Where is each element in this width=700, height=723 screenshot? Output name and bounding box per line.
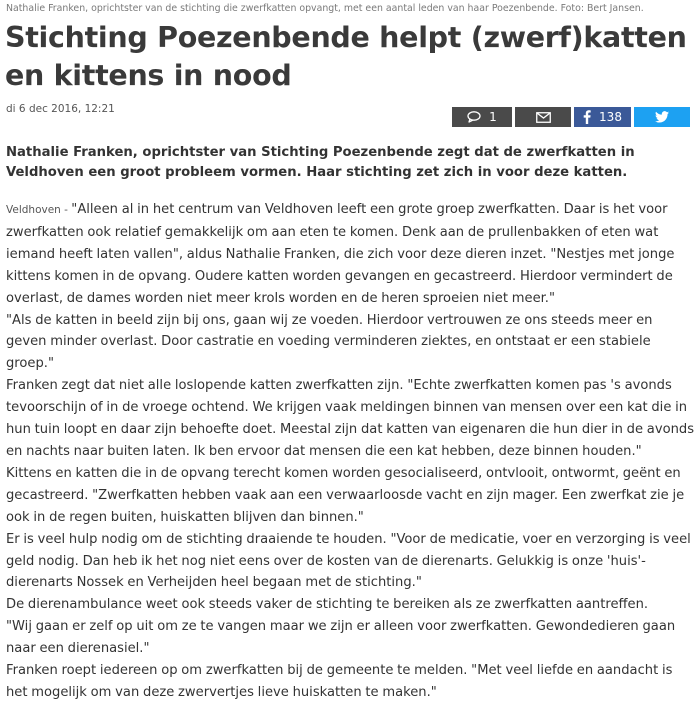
article-lead: Nathalie Franken, oprichtster van Stichting Poezenbende zegt dat de zwerfkatten in Veldhoven een groot probleem vormen. Haar stichting zet zich in voor deze katten.	[6, 145, 635, 180]
paragraph-text: "Alleen al in het centrum van Veldhoven leeft een grote groep zwerfkatten. Daar is het voor zwerfkatten ook relatief gemakkelijk om aan eten te komen. Denk aan de prullenbakken of eten wat iemand heeft laten vallen", aldus Nathalie Franken, die zich voor deze dieren inzet. "Nestjes met jonge kittens komen in de opvang. Oudere katten worden gevangen en gecastreerd. Hierdoor vermindert de overlast, de dames worden niet meer krols worden en de heren sproeien niet meer."	[6, 202, 675, 306]
article-paragraph: Er is veel hulp nodig om de stichting draaiende te houden. "Voor de medicatie, voer en verzorging is veel geld nodig. Dan heb ik het nog niet eens over de kosten van de dierenarts. Gelukkig is onze 'huis'-dierenarts Nossek en Verheijden heel begaan met de stichting."	[6, 531, 691, 591]
speech-bubble-icon	[467, 111, 481, 123]
facebook-share-button[interactable]	[574, 107, 631, 127]
article-paragraph: Franken roept iedereen op om zwerfkatten bij de gemeente te melden. "Met veel liefde en aandacht is het mogelijk om van deze zwervertjes lieve huiskatten te maken."	[6, 663, 673, 700]
article-paragraph: Kittens en katten die in de opvang terecht komen worden gesocialiseerd, ontvlooit, ontwormt, geënt en gecastreerd. "Zwerfkatten hebben vaak aan een verwaarloosde vacht en zijn mager. Een zwerfkat zie je ook in de regen buiten, huiskatten blijven dan binnen."	[6, 465, 685, 525]
article-paragraph	[6, 199, 695, 310]
twitter-share-button[interactable]	[634, 107, 690, 127]
comments-button[interactable]	[452, 107, 512, 127]
photo-caption: Nathalie Franken, oprichtster van de stichting die zwerfkatten opvangt, met een aantal leden van haar Poezenbende. Foto: Bert Jansen.	[6, 3, 644, 14]
share-bar	[452, 107, 690, 127]
facebook-share-count: 138	[599, 110, 622, 124]
article-paragraph: De dierenambulance weet ook steeds vaker de stichting te bereiken als ze zwerfkatten aantreffen.	[6, 597, 649, 613]
article-paragraph: "Wij gaan er zelf op uit om ze te vangen maar we zijn er alleen voor zwerfkatten. Gewondedieren gaan naar een dierenasiel."	[6, 619, 676, 657]
publish-date: di 6 dec 2016, 12:21	[6, 103, 115, 115]
comment-count: 1	[489, 110, 497, 124]
article-body	[6, 199, 695, 704]
article-paragraph: "Als de katten in beeld zijn bij ons, gaan wij ze voeden. Hierdoor vertrouwen ze ons steeds meer en geven minder overlast. Door castratie en voeding verminderen ziektes, en ontstaat er een stabiele groep."	[6, 312, 653, 372]
twitter-bird-icon	[655, 111, 669, 123]
envelope-icon	[536, 112, 551, 123]
article-headline: Stichting Poezenbende helpt (zwerf)katten en kittens in nood	[5, 21, 687, 92]
article-paragraph: Franken zegt dat niet alle loslopende katten zwerfkatten zijn. "Echte zwerfkatten komen pas 's avonds tevoorschijn of in de vroege ochtend. We krijgen vaak meldingen binnen van mensen over een kat die in hun tuin loopt en daar zijn behoefte doet. Meestal zijn dat katten van eigenaren die hun dier in de avonds en nachts naar buiten laten. Ik ben ervoor dat mensen die een kat hebben, deze binnen houden."	[6, 378, 695, 459]
location-tag: Veldhoven -	[6, 204, 72, 216]
email-share-button[interactable]	[515, 107, 571, 127]
facebook-icon	[583, 110, 591, 124]
